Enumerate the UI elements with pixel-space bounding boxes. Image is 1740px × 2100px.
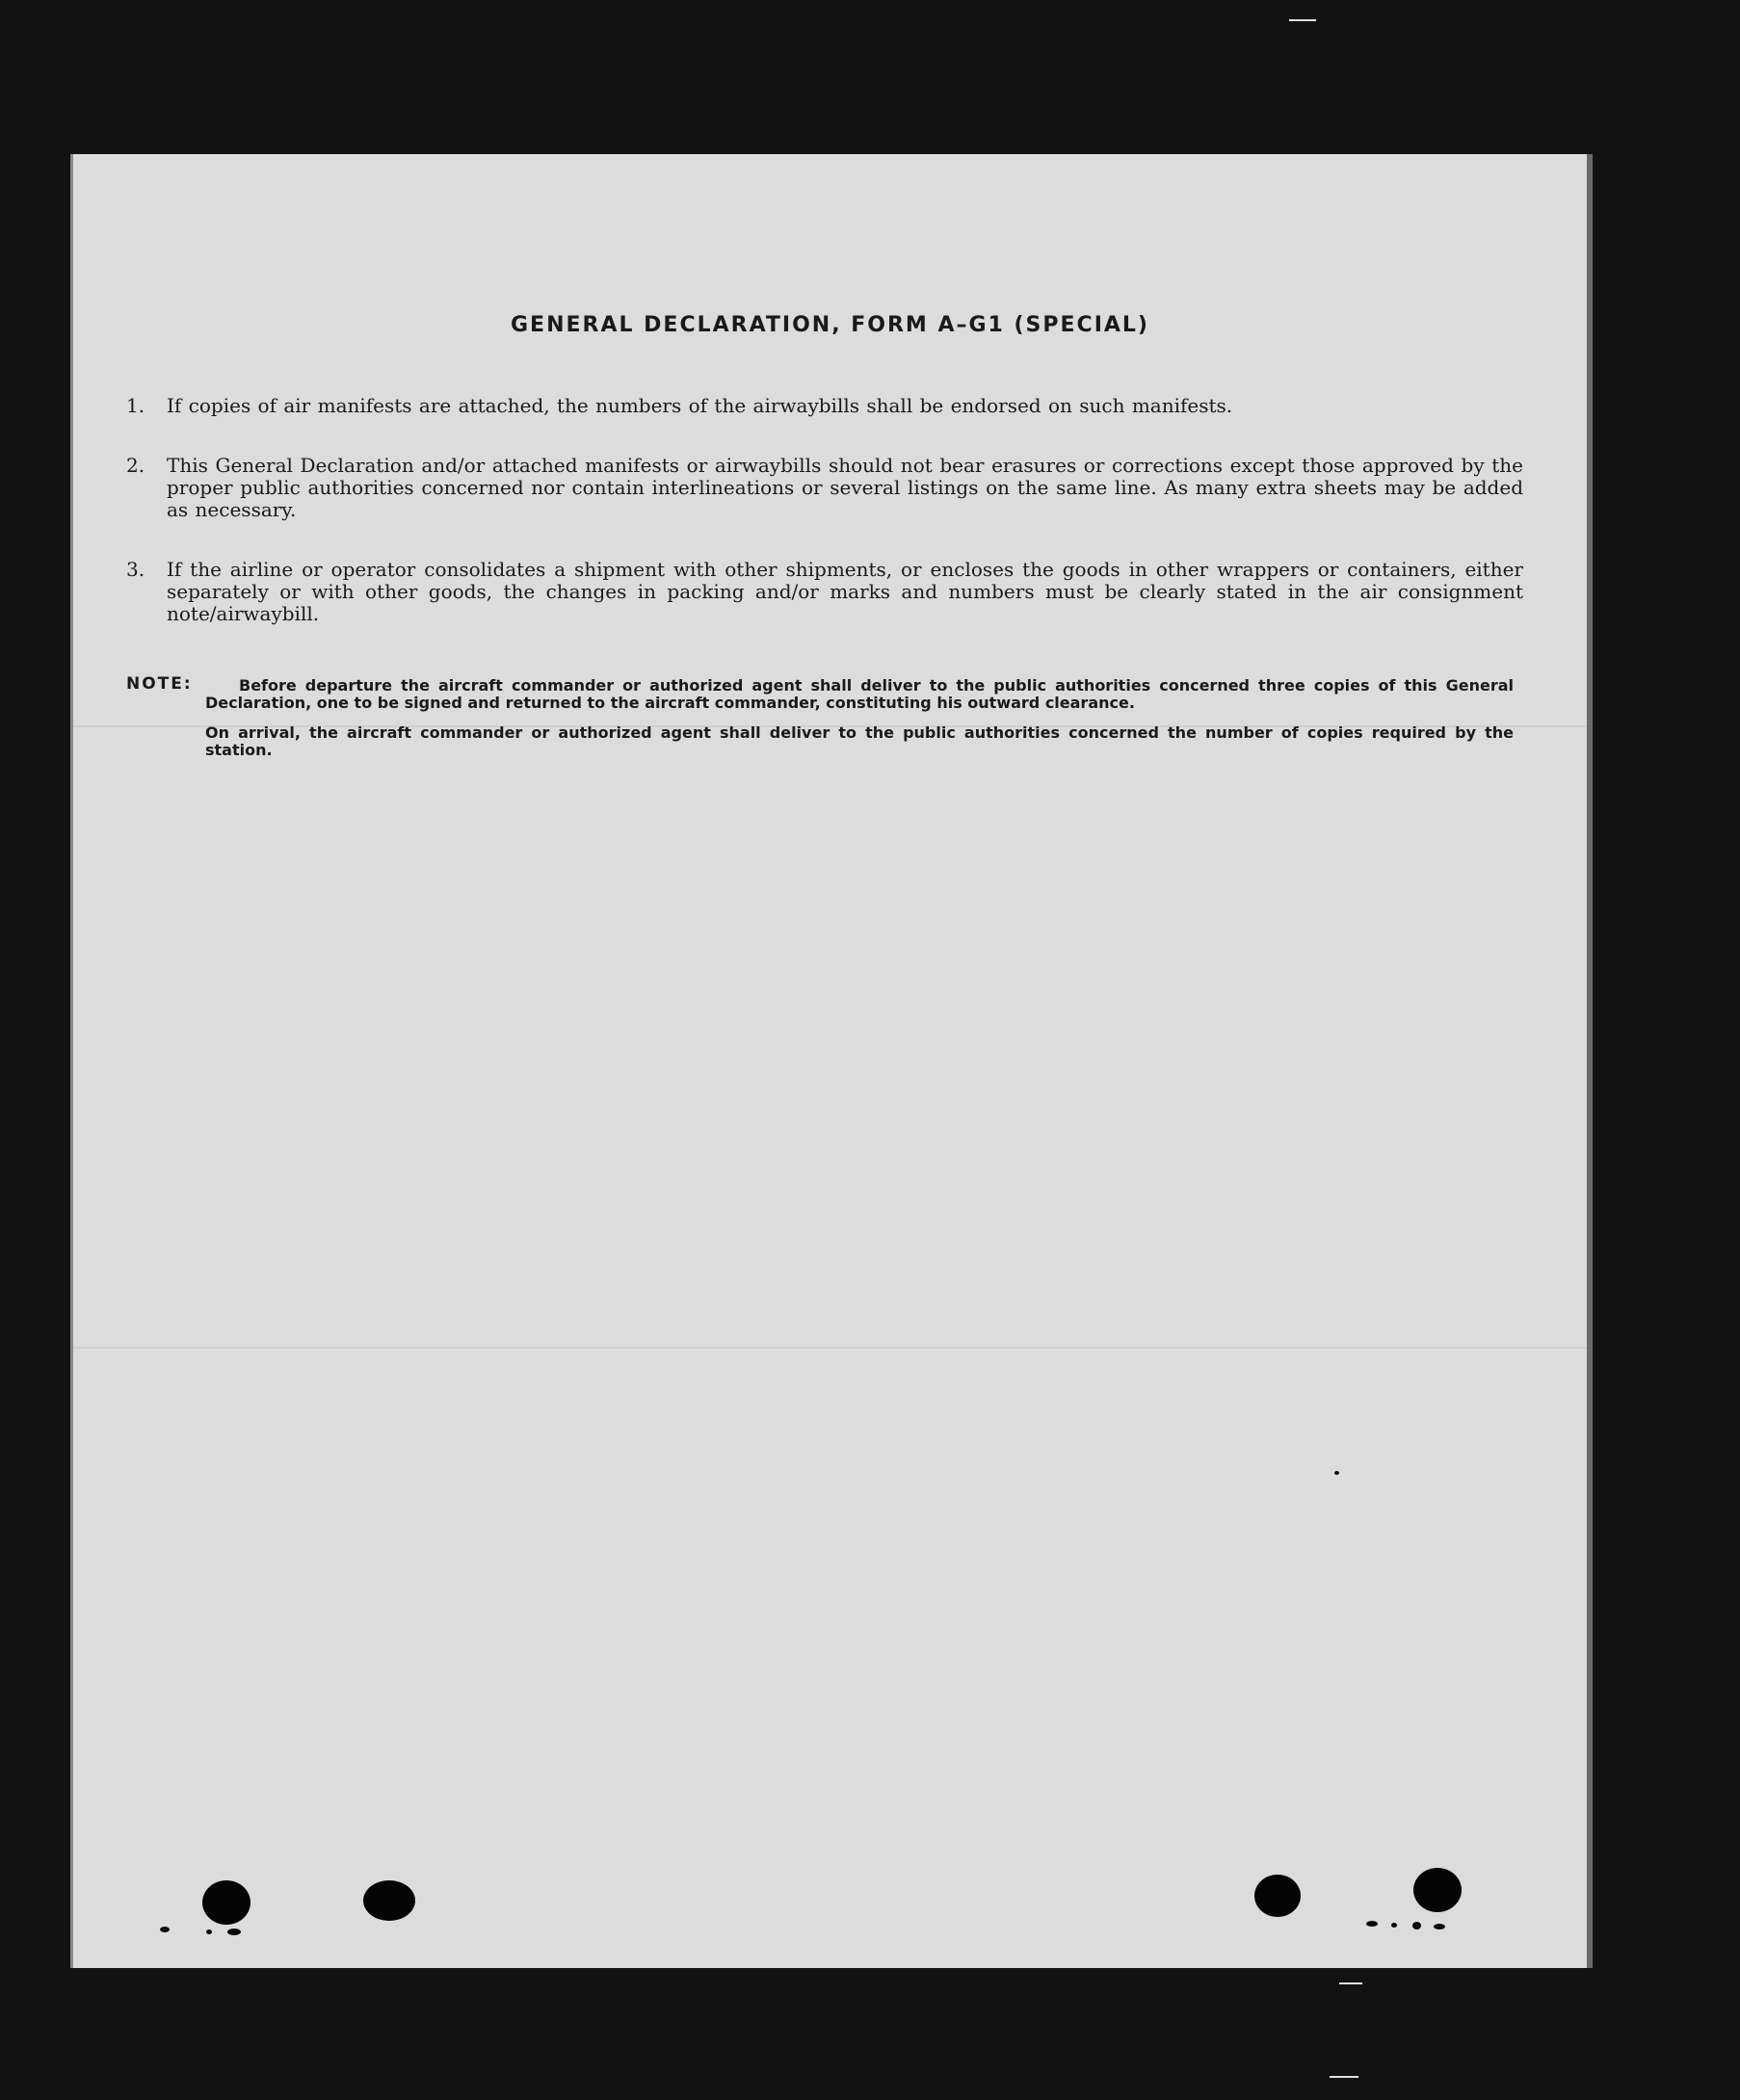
ink-speck [1334,1471,1339,1475]
ink-speck [206,1929,212,1934]
punch-hole [1413,1868,1462,1912]
fold-crease [73,1347,1587,1349]
item-text: If copies of air manifests are attached, the numbers of the airwaybills shall be endorsed on such manifests. [167,394,1233,417]
ink-speck [1366,1921,1378,1927]
ink-speck [1412,1922,1421,1929]
note-label: NOTE: [126,674,193,694]
item-number: 1. [126,394,145,417]
item-number: 2. [126,454,145,477]
note-paragraph-arrival: On arrival, the aircraft commander or authorized agent shall deliver to the public authorities concerned the number of copies required by the station. [205,723,1514,759]
instruction-item-1 [126,395,1523,417]
ink-speck [160,1927,170,1932]
scan-scratch [1330,2076,1358,2078]
ink-speck [1391,1923,1397,1928]
document-title: GENERAL DECLARATION, FORM A–G1 (SPECIAL) [511,313,1149,337]
item-text: This General Declaration and/or attached manifests or airwaybills should not bear erasures or corrections except those approved by the proper public authorities concerned nor contain interlineations or several listings on the same line. As many extra sheets may be added as necessary. [167,454,1523,521]
item-number: 3. [126,558,145,581]
note-paragraph-departure: Before departure the aircraft commander or authorized agent shall deliver to the public authorities concerned three copies of this General Declaration, one to be signed and returned to the aircraft commander, constituting his outward clearance. [205,676,1514,712]
instruction-item-2 [126,455,1523,521]
scan-scratch [1339,1982,1362,1984]
ink-speck [1434,1924,1445,1929]
punch-hole [202,1880,250,1925]
ink-speck [227,1929,241,1935]
punch-hole [1254,1875,1301,1917]
instruction-item-3 [126,559,1523,625]
document-page [70,154,1593,1968]
punch-hole [363,1880,415,1921]
scan-scratch [1289,19,1316,21]
item-text: If the airline or operator consolidates a shipment with other shipments, or encloses the goods in other wrappers or containers, either separately or with other goods, the changes in packing and/or marks and numbers must be clearly stated in the air consignment note/airwaybill. [167,558,1523,625]
